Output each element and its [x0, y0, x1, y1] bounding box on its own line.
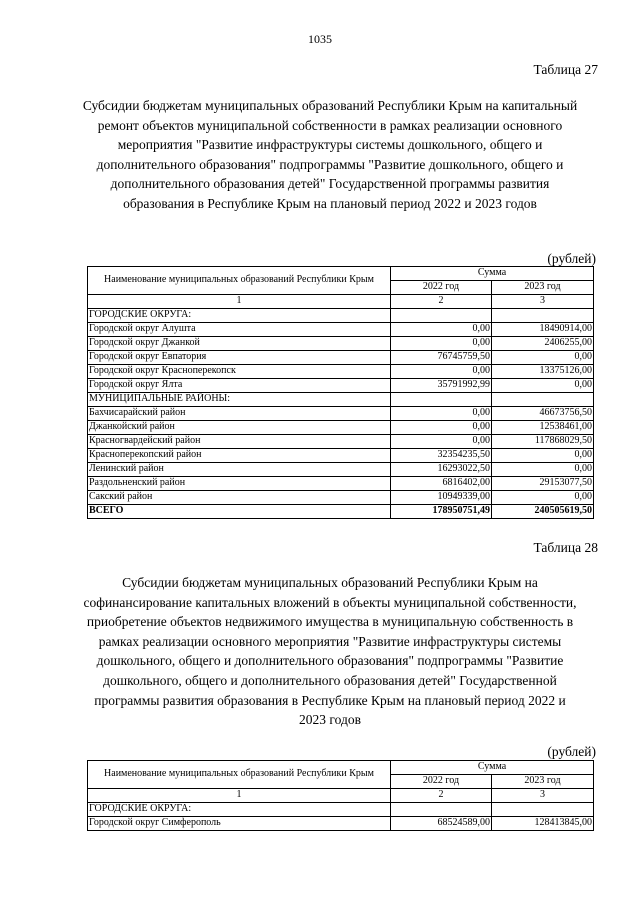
row-name: МУНИЦИПАЛЬНЫЕ РАЙОНЫ: [88, 393, 391, 407]
table-row [88, 817, 594, 831]
column-header-2023: 2023 год [492, 281, 594, 295]
row-name: Красноперекопский район [88, 449, 391, 463]
table-28 [87, 760, 594, 831]
table-27 [87, 266, 594, 519]
row-value-2022: 6816402,00 [391, 477, 492, 491]
row-value-2022: 178950751,49 [391, 505, 492, 519]
table-row [88, 421, 594, 435]
column-number-3: 3 [492, 295, 594, 309]
row-name: ВСЕГО [88, 505, 391, 519]
table-28-unit: (рублей) [547, 744, 596, 759]
row-value-2022: 76745759,50 [391, 351, 492, 365]
row-value-2023 [492, 309, 594, 323]
table-row [88, 803, 594, 817]
row-name: Городской округ Ялта [88, 379, 391, 393]
table-row [88, 393, 594, 407]
row-name: Городской округ Евпатория [88, 351, 391, 365]
row-value-2023: 0,00 [492, 491, 594, 505]
column-header-2023: 2023 год [492, 775, 594, 789]
column-header-sum: Сумма [391, 267, 594, 281]
row-name: Раздольненский район [88, 477, 391, 491]
row-value-2022: 68524589,00 [391, 817, 492, 831]
row-value-2023: 0,00 [492, 351, 594, 365]
row-name: Городской округ Симферополь [88, 817, 391, 831]
row-name: Городской округ Алушта [88, 323, 391, 337]
row-value-2022 [391, 393, 492, 407]
row-name: Красногвардейский район [88, 435, 391, 449]
row-name: Сакский район [88, 491, 391, 505]
row-value-2023 [492, 803, 594, 817]
column-header-name: Наименование муниципальных образований Республики Крым [88, 761, 391, 789]
row-name: Бахчисарайский район [88, 407, 391, 421]
table-row [88, 309, 594, 323]
table-row [88, 477, 594, 491]
table-row [88, 323, 594, 337]
table-28-label: Таблица 28 [533, 540, 598, 555]
column-number-2: 2 [391, 789, 492, 803]
table-row [88, 449, 594, 463]
row-name: Джанкойский район [88, 421, 391, 435]
table-row [88, 463, 594, 477]
row-value-2023: 2406255,00 [492, 337, 594, 351]
column-header-2022: 2022 год [391, 281, 492, 295]
row-value-2023: 18490914,00 [492, 323, 594, 337]
row-value-2022: 0,00 [391, 407, 492, 421]
table-row [88, 337, 594, 351]
column-number-1: 1 [88, 295, 391, 309]
total-row [88, 505, 594, 519]
page-number: 1035 [308, 32, 332, 46]
column-header-2022: 2022 год [391, 775, 492, 789]
row-name: ГОРОДСКИЕ ОКРУГА: [88, 803, 391, 817]
column-number-3: 3 [492, 789, 594, 803]
table-27-title: Субсидии бюджетам муниципальных образований Республики Крым на капитальный ремонт объектов муниципальной собственности в рамках реализации основного мероприятия "Развитие инфраструктуры системы дошкольного, общего и дополнительного образования" подпрограммы "Развитие дошкольного, общего и дополнительного образования детей" Государственной программы развития образования в Республике Крым на плановый период 2022 и 2023 годов [82, 98, 578, 211]
row-value-2023: 240505619,50 [492, 505, 594, 519]
row-value-2023: 0,00 [492, 449, 594, 463]
row-value-2022: 10949339,00 [391, 491, 492, 505]
row-value-2023 [492, 393, 594, 407]
row-name: ГОРОДСКИЕ ОКРУГА: [88, 309, 391, 323]
table-row [88, 351, 594, 365]
table-row [88, 365, 594, 379]
column-header-name: Наименование муниципальных образований Республики Крым [88, 267, 391, 295]
table-row [88, 407, 594, 421]
row-name: Городской округ Джанкой [88, 337, 391, 351]
row-value-2022 [391, 803, 492, 817]
row-value-2023: 117868029,50 [492, 435, 594, 449]
column-header-sum: Сумма [391, 761, 594, 775]
table-27-unit: (рублей) [547, 251, 596, 266]
row-value-2022: 32354235,50 [391, 449, 492, 463]
table-27-label: Таблица 27 [533, 62, 598, 77]
row-value-2022: 0,00 [391, 323, 492, 337]
row-name: Городской округ Красноперекопск [88, 365, 391, 379]
row-value-2022: 0,00 [391, 365, 492, 379]
row-value-2023: 12538461,00 [492, 421, 594, 435]
table-row [88, 435, 594, 449]
column-number-2: 2 [391, 295, 492, 309]
column-number-1: 1 [88, 789, 391, 803]
row-value-2022: 16293022,50 [391, 463, 492, 477]
row-value-2022: 0,00 [391, 421, 492, 435]
row-value-2023: 13375126,00 [492, 365, 594, 379]
row-value-2022: 35791992,99 [391, 379, 492, 393]
table-row [88, 491, 594, 505]
row-value-2023: 29153077,50 [492, 477, 594, 491]
row-value-2022 [391, 309, 492, 323]
row-name: Ленинский район [88, 463, 391, 477]
row-value-2023: 46673756,50 [492, 407, 594, 421]
table-row [88, 379, 594, 393]
row-value-2023: 0,00 [492, 379, 594, 393]
row-value-2023: 128413845,00 [492, 817, 594, 831]
row-value-2022: 0,00 [391, 337, 492, 351]
table-28-title: Субсидии бюджетам муниципальных образований Республики Крым на софинансирование капитальных вложений в объекты муниципальной собственности, приобретение объектов недвижимого имущества в муниципальную собственность в рамках реализации основного мероприятия "Развитие инфраструктуры системы дошкольного, общего и дополнительного образования" подпрограммы "Развитие дошкольного, общего и дополнительного образования детей" Государственной программы развития образования в Республике Крым на плановый период 2022 и 2023 годов [83, 575, 577, 728]
row-value-2023: 0,00 [492, 463, 594, 477]
row-value-2022: 0,00 [391, 435, 492, 449]
